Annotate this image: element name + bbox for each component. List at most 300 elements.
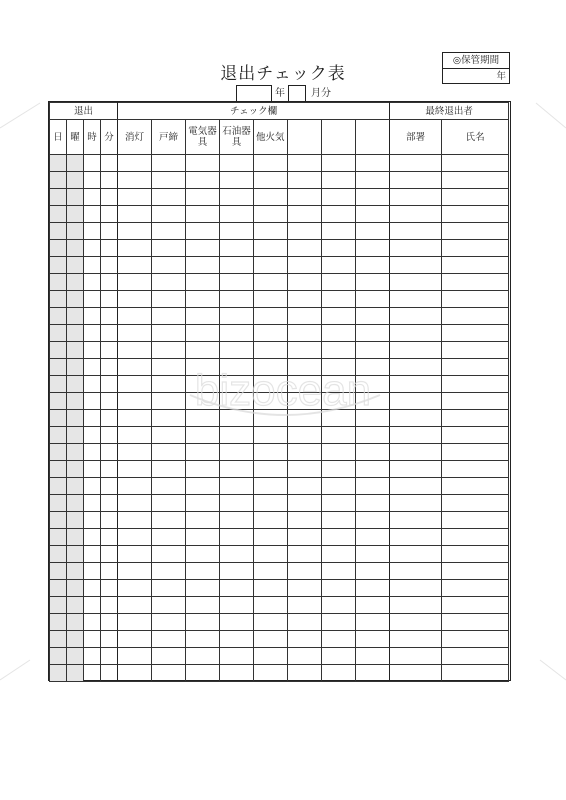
lights-cell[interactable] xyxy=(118,308,152,325)
name-cell[interactable] xyxy=(442,359,509,376)
minute-cell[interactable] xyxy=(101,376,118,393)
oil-cell[interactable] xyxy=(220,172,254,189)
oil-cell[interactable] xyxy=(220,614,254,631)
oil-cell[interactable] xyxy=(220,512,254,529)
door-lock-cell[interactable] xyxy=(152,427,186,444)
day-cell[interactable] xyxy=(50,206,67,223)
lights-cell[interactable] xyxy=(118,495,152,512)
day-cell[interactable] xyxy=(50,580,67,597)
weekday-cell[interactable] xyxy=(67,223,84,240)
check-extra-3-cell[interactable] xyxy=(356,512,390,529)
check-extra-1-cell[interactable] xyxy=(288,240,322,257)
day-cell[interactable] xyxy=(50,529,67,546)
door-lock-cell[interactable] xyxy=(152,376,186,393)
check-extra-3-cell[interactable] xyxy=(356,291,390,308)
door-lock-cell[interactable] xyxy=(152,308,186,325)
oil-cell[interactable] xyxy=(220,546,254,563)
name-cell[interactable] xyxy=(442,665,509,682)
other-fire-cell[interactable] xyxy=(254,648,288,665)
name-cell[interactable] xyxy=(442,427,509,444)
electric-cell[interactable] xyxy=(186,597,220,614)
department-cell[interactable] xyxy=(390,665,442,682)
electric-cell[interactable] xyxy=(186,427,220,444)
check-extra-3-cell[interactable] xyxy=(356,614,390,631)
minute-cell[interactable] xyxy=(101,325,118,342)
month-input[interactable] xyxy=(288,85,306,102)
door-lock-cell[interactable] xyxy=(152,325,186,342)
door-lock-cell[interactable] xyxy=(152,359,186,376)
department-cell[interactable] xyxy=(390,580,442,597)
check-extra-3-cell[interactable] xyxy=(356,308,390,325)
other-fire-cell[interactable] xyxy=(254,614,288,631)
lights-cell[interactable] xyxy=(118,631,152,648)
hour-cell[interactable] xyxy=(84,461,101,478)
name-cell[interactable] xyxy=(442,614,509,631)
check-extra-2-cell[interactable] xyxy=(322,410,356,427)
electric-cell[interactable] xyxy=(186,580,220,597)
door-lock-cell[interactable] xyxy=(152,274,186,291)
weekday-cell[interactable] xyxy=(67,563,84,580)
check-extra-1-cell[interactable] xyxy=(288,410,322,427)
door-lock-cell[interactable] xyxy=(152,580,186,597)
oil-cell[interactable] xyxy=(220,580,254,597)
hour-cell[interactable] xyxy=(84,325,101,342)
door-lock-cell[interactable] xyxy=(152,223,186,240)
oil-cell[interactable] xyxy=(220,393,254,410)
lights-cell[interactable] xyxy=(118,291,152,308)
oil-cell[interactable] xyxy=(220,631,254,648)
check-extra-2-cell[interactable] xyxy=(322,325,356,342)
name-cell[interactable] xyxy=(442,597,509,614)
check-extra-3-cell[interactable] xyxy=(356,631,390,648)
minute-cell[interactable] xyxy=(101,529,118,546)
check-extra-3-cell[interactable] xyxy=(356,172,390,189)
check-extra-2-cell[interactable] xyxy=(322,189,356,206)
door-lock-cell[interactable] xyxy=(152,291,186,308)
minute-cell[interactable] xyxy=(101,240,118,257)
oil-cell[interactable] xyxy=(220,274,254,291)
oil-cell[interactable] xyxy=(220,563,254,580)
department-cell[interactable] xyxy=(390,342,442,359)
hour-cell[interactable] xyxy=(84,257,101,274)
day-cell[interactable] xyxy=(50,546,67,563)
weekday-cell[interactable] xyxy=(67,665,84,682)
name-cell[interactable] xyxy=(442,444,509,461)
department-cell[interactable] xyxy=(390,308,442,325)
weekday-cell[interactable] xyxy=(67,444,84,461)
check-extra-1-cell[interactable] xyxy=(288,172,322,189)
check-extra-3-cell[interactable] xyxy=(356,546,390,563)
check-extra-3-cell[interactable] xyxy=(356,495,390,512)
check-extra-3-cell[interactable] xyxy=(356,359,390,376)
weekday-cell[interactable] xyxy=(67,427,84,444)
weekday-cell[interactable] xyxy=(67,478,84,495)
check-extra-2-cell[interactable] xyxy=(322,240,356,257)
check-extra-1-cell[interactable] xyxy=(288,563,322,580)
department-cell[interactable] xyxy=(390,631,442,648)
hour-cell[interactable] xyxy=(84,648,101,665)
oil-cell[interactable] xyxy=(220,529,254,546)
hour-cell[interactable] xyxy=(84,427,101,444)
lights-cell[interactable] xyxy=(118,546,152,563)
lights-cell[interactable] xyxy=(118,240,152,257)
weekday-cell[interactable] xyxy=(67,410,84,427)
hour-cell[interactable] xyxy=(84,580,101,597)
other-fire-cell[interactable] xyxy=(254,393,288,410)
other-fire-cell[interactable] xyxy=(254,410,288,427)
name-cell[interactable] xyxy=(442,325,509,342)
day-cell[interactable] xyxy=(50,257,67,274)
oil-cell[interactable] xyxy=(220,427,254,444)
check-extra-2-cell[interactable] xyxy=(322,427,356,444)
hour-cell[interactable] xyxy=(84,631,101,648)
department-cell[interactable] xyxy=(390,223,442,240)
other-fire-cell[interactable] xyxy=(254,308,288,325)
electric-cell[interactable] xyxy=(186,444,220,461)
minute-cell[interactable] xyxy=(101,223,118,240)
day-cell[interactable] xyxy=(50,342,67,359)
name-cell[interactable] xyxy=(442,478,509,495)
door-lock-cell[interactable] xyxy=(152,172,186,189)
department-cell[interactable] xyxy=(390,393,442,410)
name-cell[interactable] xyxy=(442,580,509,597)
oil-cell[interactable] xyxy=(220,495,254,512)
electric-cell[interactable] xyxy=(186,631,220,648)
check-extra-1-cell[interactable] xyxy=(288,342,322,359)
check-extra-3-cell[interactable] xyxy=(356,240,390,257)
lights-cell[interactable] xyxy=(118,155,152,172)
other-fire-cell[interactable] xyxy=(254,427,288,444)
department-cell[interactable] xyxy=(390,512,442,529)
check-extra-3-cell[interactable] xyxy=(356,410,390,427)
oil-cell[interactable] xyxy=(220,189,254,206)
check-extra-3-cell[interactable] xyxy=(356,444,390,461)
name-cell[interactable] xyxy=(442,155,509,172)
check-extra-1-cell[interactable] xyxy=(288,393,322,410)
hour-cell[interactable] xyxy=(84,478,101,495)
check-extra-3-cell[interactable] xyxy=(356,223,390,240)
minute-cell[interactable] xyxy=(101,597,118,614)
door-lock-cell[interactable] xyxy=(152,410,186,427)
door-lock-cell[interactable] xyxy=(152,155,186,172)
day-cell[interactable] xyxy=(50,155,67,172)
door-lock-cell[interactable] xyxy=(152,189,186,206)
minute-cell[interactable] xyxy=(101,308,118,325)
weekday-cell[interactable] xyxy=(67,325,84,342)
check-extra-2-cell[interactable] xyxy=(322,206,356,223)
weekday-cell[interactable] xyxy=(67,376,84,393)
minute-cell[interactable] xyxy=(101,478,118,495)
day-cell[interactable] xyxy=(50,614,67,631)
minute-cell[interactable] xyxy=(101,648,118,665)
day-cell[interactable] xyxy=(50,189,67,206)
day-cell[interactable] xyxy=(50,359,67,376)
day-cell[interactable] xyxy=(50,512,67,529)
other-fire-cell[interactable] xyxy=(254,172,288,189)
check-extra-3-cell[interactable] xyxy=(356,155,390,172)
electric-cell[interactable] xyxy=(186,512,220,529)
other-fire-cell[interactable] xyxy=(254,665,288,682)
minute-cell[interactable] xyxy=(101,206,118,223)
check-extra-3-cell[interactable] xyxy=(356,393,390,410)
check-extra-1-cell[interactable] xyxy=(288,359,322,376)
check-extra-2-cell[interactable] xyxy=(322,359,356,376)
lights-cell[interactable] xyxy=(118,427,152,444)
electric-cell[interactable] xyxy=(186,257,220,274)
lights-cell[interactable] xyxy=(118,614,152,631)
day-cell[interactable] xyxy=(50,172,67,189)
name-cell[interactable] xyxy=(442,410,509,427)
lights-cell[interactable] xyxy=(118,461,152,478)
check-extra-3-cell[interactable] xyxy=(356,189,390,206)
door-lock-cell[interactable] xyxy=(152,240,186,257)
name-cell[interactable] xyxy=(442,172,509,189)
hour-cell[interactable] xyxy=(84,223,101,240)
check-extra-3-cell[interactable] xyxy=(356,257,390,274)
check-extra-2-cell[interactable] xyxy=(322,376,356,393)
hour-cell[interactable] xyxy=(84,393,101,410)
minute-cell[interactable] xyxy=(101,155,118,172)
oil-cell[interactable] xyxy=(220,648,254,665)
check-extra-3-cell[interactable] xyxy=(356,461,390,478)
name-cell[interactable] xyxy=(442,631,509,648)
minute-cell[interactable] xyxy=(101,444,118,461)
electric-cell[interactable] xyxy=(186,223,220,240)
electric-cell[interactable] xyxy=(186,155,220,172)
weekday-cell[interactable] xyxy=(67,529,84,546)
name-cell[interactable] xyxy=(442,563,509,580)
oil-cell[interactable] xyxy=(220,597,254,614)
check-extra-2-cell[interactable] xyxy=(322,223,356,240)
day-cell[interactable] xyxy=(50,648,67,665)
department-cell[interactable] xyxy=(390,172,442,189)
check-extra-1-cell[interactable] xyxy=(288,376,322,393)
department-cell[interactable] xyxy=(390,376,442,393)
department-cell[interactable] xyxy=(390,274,442,291)
department-cell[interactable] xyxy=(390,240,442,257)
minute-cell[interactable] xyxy=(101,614,118,631)
name-cell[interactable] xyxy=(442,461,509,478)
lights-cell[interactable] xyxy=(118,189,152,206)
other-fire-cell[interactable] xyxy=(254,206,288,223)
door-lock-cell[interactable] xyxy=(152,257,186,274)
other-fire-cell[interactable] xyxy=(254,631,288,648)
hour-cell[interactable] xyxy=(84,172,101,189)
other-fire-cell[interactable] xyxy=(254,274,288,291)
other-fire-cell[interactable] xyxy=(254,359,288,376)
electric-cell[interactable] xyxy=(186,172,220,189)
door-lock-cell[interactable] xyxy=(152,393,186,410)
hour-cell[interactable] xyxy=(84,240,101,257)
day-cell[interactable] xyxy=(50,393,67,410)
day-cell[interactable] xyxy=(50,478,67,495)
door-lock-cell[interactable] xyxy=(152,597,186,614)
other-fire-cell[interactable] xyxy=(254,257,288,274)
weekday-cell[interactable] xyxy=(67,648,84,665)
name-cell[interactable] xyxy=(442,495,509,512)
lights-cell[interactable] xyxy=(118,206,152,223)
check-extra-2-cell[interactable] xyxy=(322,257,356,274)
weekday-cell[interactable] xyxy=(67,308,84,325)
weekday-cell[interactable] xyxy=(67,580,84,597)
weekday-cell[interactable] xyxy=(67,342,84,359)
check-extra-1-cell[interactable] xyxy=(288,206,322,223)
other-fire-cell[interactable] xyxy=(254,444,288,461)
department-cell[interactable] xyxy=(390,597,442,614)
oil-cell[interactable] xyxy=(220,206,254,223)
name-cell[interactable] xyxy=(442,393,509,410)
lights-cell[interactable] xyxy=(118,376,152,393)
hour-cell[interactable] xyxy=(84,376,101,393)
name-cell[interactable] xyxy=(442,342,509,359)
minute-cell[interactable] xyxy=(101,512,118,529)
check-extra-3-cell[interactable] xyxy=(356,478,390,495)
day-cell[interactable] xyxy=(50,410,67,427)
weekday-cell[interactable] xyxy=(67,546,84,563)
hour-cell[interactable] xyxy=(84,614,101,631)
minute-cell[interactable] xyxy=(101,359,118,376)
check-extra-2-cell[interactable] xyxy=(322,291,356,308)
check-extra-2-cell[interactable] xyxy=(322,563,356,580)
lights-cell[interactable] xyxy=(118,665,152,682)
day-cell[interactable] xyxy=(50,291,67,308)
electric-cell[interactable] xyxy=(186,240,220,257)
check-extra-1-cell[interactable] xyxy=(288,478,322,495)
weekday-cell[interactable] xyxy=(67,291,84,308)
day-cell[interactable] xyxy=(50,563,67,580)
oil-cell[interactable] xyxy=(220,410,254,427)
electric-cell[interactable] xyxy=(186,325,220,342)
minute-cell[interactable] xyxy=(101,427,118,444)
day-cell[interactable] xyxy=(50,631,67,648)
other-fire-cell[interactable] xyxy=(254,155,288,172)
lights-cell[interactable] xyxy=(118,359,152,376)
check-extra-1-cell[interactable] xyxy=(288,308,322,325)
other-fire-cell[interactable] xyxy=(254,291,288,308)
check-extra-1-cell[interactable] xyxy=(288,155,322,172)
hour-cell[interactable] xyxy=(84,155,101,172)
check-extra-3-cell[interactable] xyxy=(356,376,390,393)
department-cell[interactable] xyxy=(390,478,442,495)
lights-cell[interactable] xyxy=(118,325,152,342)
check-extra-1-cell[interactable] xyxy=(288,631,322,648)
hour-cell[interactable] xyxy=(84,665,101,682)
hour-cell[interactable] xyxy=(84,291,101,308)
oil-cell[interactable] xyxy=(220,257,254,274)
electric-cell[interactable] xyxy=(186,461,220,478)
check-extra-1-cell[interactable] xyxy=(288,325,322,342)
name-cell[interactable] xyxy=(442,376,509,393)
day-cell[interactable] xyxy=(50,274,67,291)
check-extra-3-cell[interactable] xyxy=(356,563,390,580)
other-fire-cell[interactable] xyxy=(254,223,288,240)
hour-cell[interactable] xyxy=(84,189,101,206)
minute-cell[interactable] xyxy=(101,342,118,359)
other-fire-cell[interactable] xyxy=(254,461,288,478)
day-cell[interactable] xyxy=(50,665,67,682)
department-cell[interactable] xyxy=(390,189,442,206)
lights-cell[interactable] xyxy=(118,410,152,427)
check-extra-2-cell[interactable] xyxy=(322,461,356,478)
hour-cell[interactable] xyxy=(84,563,101,580)
other-fire-cell[interactable] xyxy=(254,597,288,614)
weekday-cell[interactable] xyxy=(67,393,84,410)
check-extra-1-cell[interactable] xyxy=(288,223,322,240)
electric-cell[interactable] xyxy=(186,189,220,206)
department-cell[interactable] xyxy=(390,427,442,444)
electric-cell[interactable] xyxy=(186,359,220,376)
lights-cell[interactable] xyxy=(118,478,152,495)
other-fire-cell[interactable] xyxy=(254,512,288,529)
door-lock-cell[interactable] xyxy=(152,529,186,546)
lights-cell[interactable] xyxy=(118,563,152,580)
check-extra-2-cell[interactable] xyxy=(322,308,356,325)
name-cell[interactable] xyxy=(442,291,509,308)
name-cell[interactable] xyxy=(442,648,509,665)
name-cell[interactable] xyxy=(442,546,509,563)
lights-cell[interactable] xyxy=(118,274,152,291)
oil-cell[interactable] xyxy=(220,155,254,172)
weekday-cell[interactable] xyxy=(67,155,84,172)
check-extra-2-cell[interactable] xyxy=(322,155,356,172)
hour-cell[interactable] xyxy=(84,274,101,291)
electric-cell[interactable] xyxy=(186,376,220,393)
check-extra-1-cell[interactable] xyxy=(288,580,322,597)
other-fire-cell[interactable] xyxy=(254,495,288,512)
oil-cell[interactable] xyxy=(220,342,254,359)
lights-cell[interactable] xyxy=(118,223,152,240)
hour-cell[interactable] xyxy=(84,546,101,563)
lights-cell[interactable] xyxy=(118,342,152,359)
oil-cell[interactable] xyxy=(220,665,254,682)
name-cell[interactable] xyxy=(442,189,509,206)
oil-cell[interactable] xyxy=(220,478,254,495)
other-fire-cell[interactable] xyxy=(254,563,288,580)
weekday-cell[interactable] xyxy=(67,631,84,648)
department-cell[interactable] xyxy=(390,325,442,342)
check-extra-1-cell[interactable] xyxy=(288,189,322,206)
weekday-cell[interactable] xyxy=(67,597,84,614)
check-extra-1-cell[interactable] xyxy=(288,597,322,614)
other-fire-cell[interactable] xyxy=(254,529,288,546)
door-lock-cell[interactable] xyxy=(152,614,186,631)
day-cell[interactable] xyxy=(50,461,67,478)
check-extra-2-cell[interactable] xyxy=(322,512,356,529)
day-cell[interactable] xyxy=(50,495,67,512)
name-cell[interactable] xyxy=(442,529,509,546)
lights-cell[interactable] xyxy=(118,393,152,410)
check-extra-2-cell[interactable] xyxy=(322,274,356,291)
lights-cell[interactable] xyxy=(118,529,152,546)
door-lock-cell[interactable] xyxy=(152,206,186,223)
minute-cell[interactable] xyxy=(101,410,118,427)
hour-cell[interactable] xyxy=(84,342,101,359)
door-lock-cell[interactable] xyxy=(152,648,186,665)
check-extra-2-cell[interactable] xyxy=(322,580,356,597)
electric-cell[interactable] xyxy=(186,410,220,427)
check-extra-1-cell[interactable] xyxy=(288,274,322,291)
check-extra-2-cell[interactable] xyxy=(322,478,356,495)
check-extra-2-cell[interactable] xyxy=(322,172,356,189)
check-extra-2-cell[interactable] xyxy=(322,444,356,461)
minute-cell[interactable] xyxy=(101,461,118,478)
day-cell[interactable] xyxy=(50,308,67,325)
electric-cell[interactable] xyxy=(186,648,220,665)
name-cell[interactable] xyxy=(442,512,509,529)
name-cell[interactable] xyxy=(442,308,509,325)
door-lock-cell[interactable] xyxy=(152,665,186,682)
hour-cell[interactable] xyxy=(84,206,101,223)
